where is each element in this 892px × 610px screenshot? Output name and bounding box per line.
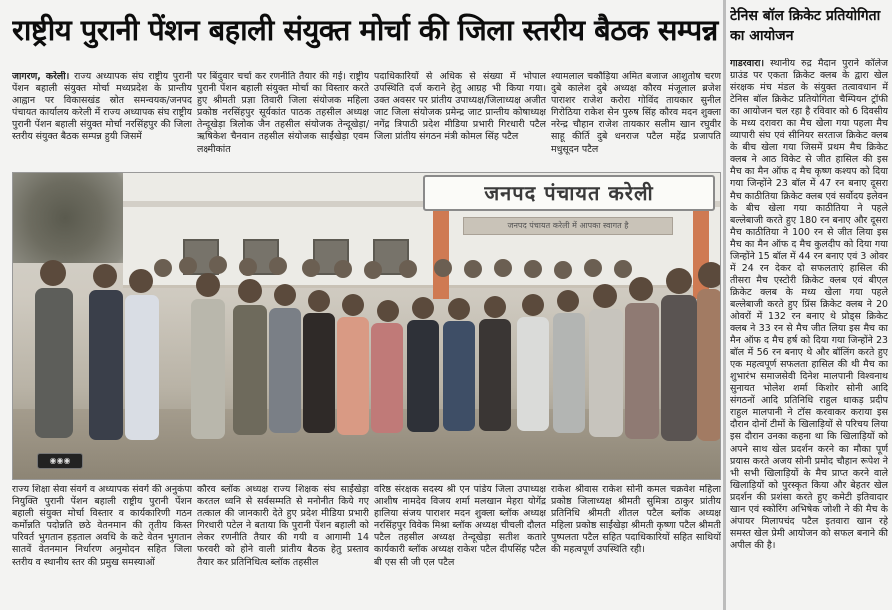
group-photo: [12, 172, 721, 480]
side-article-headline: टेनिस बॉल क्रिकेट प्रतियोगिता का आयोजन: [730, 8, 881, 44]
column-text: पदाधिकारियों से अधिक से संख्या में भोपाल उपस्थिति दर्ज कराने हेतु आग्रह भी किया गया। उक्त अवसर पर प्रांतीय उपाध्यक्ष/जिलाध्यक्ष अजीत जाट जिला संयोजक प्रमेन्द्र जाट प्रान्तीय कोषाध्यक्ष नगेंद्र त्रिपाठी प्रदेश मीडिया प्रभारी गिरधारी पटैल जिला प्रांतीय संगठन मंत्री कोमल सिंह पटैल: [374, 71, 546, 143]
photo-badge: ◉◉◉: [37, 453, 83, 469]
side-article-body: [730, 58, 888, 606]
article-column-bottom-4: [551, 484, 721, 604]
main-headline: राष्ट्रीय पुरानी पेंशन बहाली संयुक्त मोर्चा की जिला स्तरीय बैठक सम्पन्न: [12, 13, 718, 47]
article-column-top-3: [374, 71, 546, 171]
article-column-top-2: [197, 71, 369, 171]
article-column-bottom-2: [197, 484, 369, 604]
column-divider: [723, 0, 726, 610]
dateline: जागरण, करेली।: [12, 71, 70, 82]
side-dateline: गाडरवारा।: [730, 58, 765, 69]
column-text: राज्य अध्यापक संघ राष्ट्रीय पुरानी पेंशन बहाली संयुक्त मोर्चा मध्यप्रदेश के प्रान्तीय आह्वान पर विकासखंड स्रोत समन्वयक/जनपद पंचायत कार्यालय करेली में राज्य अध्यापक संघ राष्ट्रीय पुरानी पेंशन बहाली संयुक्त मोर्चा नरसिंहपुर की जिला स्तरीय संयुक्त बैठक सम्पन्न हुयी जिसमें: [12, 71, 192, 143]
article-column-top-4: [551, 71, 721, 171]
person-figures: [35, 256, 721, 441]
side-body-text: स्थानीय रुद्र मैदान पुराने कॉलेज ग्राउंड पर एकता क्रिकेट क्लब के द्वारा खेल संरक्षक मंच मंडल के संयुक्त तत्वावधान में टेनिस बॉल क्रिकेट प्रतियोगिता चैम्पियन ट्रॉफी का आयोजन चल रहा है रविवार को 6 दिवसीय के मध्य दरावरा का मैच खेला गया पहला मैच व्यापारी संघ एवं सीनियर सरताज क्रिकेट क्लब के बीच खेला गया जिसमें प्रथम मैच क्रिकेट क्लब ने आठ विकेट से जीत हासिल की इस मैच का मैन ऑफ द मैच कृष्ण कश्यप को दिया गया जिन्होंने 23 बॉल में 47 रन बनाए दूसरा मैच काठीतिया क्रिकेट क्लब एवं सर्वोदय इलेवन के बीच खेला गया काठीतिया ने पहले बल्लेबाजी करते हुए 180 रन बनाए और दूसरा मैच काठीतिया ने 100 रन से जीत लिया इस मैच का मैन ऑफ द मैच कुलदीप को दिया गया जिन्होंने 15 बॉल में 44 रन बनाए एवं 3 ओवर में 24 रन देकर दो सफलताएं हासिल की तीसरा मैच एस्टोरी क्रिकेट क्लब एवं बीएल क्रिकेट क्लब के मध्य खेला गया पहले बल्लेबाजी करते हुए प्रिंस क्रिकेट क्लब ने 20 ओवरों में 132 रन बनाए थे प्रोड्स क्रिकेट क्लब ने 33 रन से मैच जीत लिया इस मैच का मैन ऑफ द मैच हर्ष को दिया गया जिन्होंने 23 बॉल में 56 रन बनाए थे और बॉलिंग करते हुए एक महत्वपूर्ण सफलता हासिल की थी मैच का शुभारंभ समाजसेवी दिनेश मालपानी विश्वनाथ सुनायत भोलेश शर्मा किशोर सोनी आदि संगठनों आदि प्रतिनिधि राहुल धाकड़ प्रदीप राहुल मालपानी ने टॉस करवाकर कराया इस दौरान दोनों टीमों के खिलाड़ियों से परिचय लिया इस दौरान उनका कहना था कि खिलाड़ियों को अपने साथ खेल प्रदर्शन करने का मौका पूर्ण प्रयास करते अजय सोनी प्रमोद चौहान रूपेश ने भी सभी खिलाड़ियों के मैच प्राप्त करने वाले खिलाड़ियों को पुरस्कृत किया और बेहतर खेल प्रदर्शन की प्रशंसा करते हुए कमेटी इतिवादार खान एवं स्कोरिंग अभिषेक जोशी ने की मैच के अंपायर मिलापचंद पटैल इतवारा खान रहे समस्त खेल प्रेमी आयोजन को सफल बनाने की अपील की है।: [730, 58, 888, 551]
column-text: कौरव ब्लॉक अध्यक्ष राज्य शिक्षक संघ साईंखेड़ा करतल ध्वनि से सर्वसम्मति से मनोनीत किये गए तत्काल की जानकारी देते हुए प्रदेश मीडिया प्रभारी गिरधारी पटेल ने बताया कि पुरानी पेंशन बहाली को लेकर रणनीति तैयार की गयी व आगामी 14 फरवरी को होने वाली प्रांतीय बैठक हेतु प्रस्ताव तैयार कर प्रतिनिधित्व ब्लॉक तहसील: [197, 484, 369, 568]
column-text: श्यामलाल चकौड़िया अमित बजाज आशुतोष चरण दुबे कालेश दुबे अध्यक्ष कौरव मंजूलाल ब्रजेश पाराशर राजेश करोरा गोविंद तायकार सुनील गिरोठिया राकेश सेन पुरुष सिंह कौरव मदन शुक्ला नरेन्द्र चौहान राजेश तायकार सलीम खान रघुवीर साहू कीर्ति दुबे धनराज पटैल महेंद्र प्रजापति मधुसूदन पटैल: [551, 71, 721, 155]
column-text: पर बिंदुवार चर्चा कर रणनीति तैयार की गई। राष्ट्रीय पुरानी पेंशन बहाली संयुक्त मोर्चा का विस्तार करते हुए श्रीमती प्रज्ञा तिवारी जिला संयोजक महिला प्रकोष्ठ नरसिंहपुर सूर्यकांत पाठक तहसील अध्यक्ष तेन्दूखेड़ा त्रिलोक जैन तहसील संयोजक तेन्दूखेड़ा/ऋषिकेश चैनवान तहसील संयोजक साईंखेड़ा एवम लक्ष्मीकांत: [197, 71, 369, 155]
group-of-people: [13, 173, 721, 480]
article-column-bottom-1: [12, 484, 192, 604]
column-text: राकेश श्रीवास राकेश सोनी कमल चक्रवेश महिला प्रकोष्ठ जिलाध्यक्ष श्रीमती सुमित्रा ठाकुर प्रांतीय प्रतिनिधि श्रीमती शीतल पटैल ब्लॉक अध्यक्ष महिला प्रकोष्ठ साईंखेड़ा श्रीमती कृष्णा पटैल श्रीमती पुष्पलता पटैल सहित पदाधिकारियों सहित साथियों की महत्वपूर्ण उपस्थिति रही।: [551, 484, 721, 556]
article-column-top-1: [12, 71, 192, 171]
welcome-banner: जनपद पंचायत करेली में आपका स्वागत है: [463, 217, 673, 235]
column-text: राज्य शिक्षा सेवा संवर्ग व अध्यापक संवर्ग की अनुकंपा नियुक्ति पुरानी पेंशन बहाली राष्ट्रीय पुरानी पेंशन बहाली संयुक्त मोर्चा विस्तार व कार्यकारिणी गठन कर्मोन्नति पदोन्नति छठे वेतनमान की तृतीय किस्त परिवर्त भुगतान हड़ताल अवधि के कटे वेतन भुगतान सातवें वेतनमान निर्धारण अनुमोदन सहित जिला स्तरीय व स्थानीय स्तर की प्रमुख समस्याओं: [12, 484, 192, 568]
column-text: वरिष्ठ संरक्षक सदस्य श्री एन पांडेय जिला उपाध्यक्ष आशीष नामदेव विजय शर्मा मलखान मेहरा योगेंद्र हालिया संजय पाराशर मदन शुक्ला ब्लॉक अध्यक्ष नरसिंहपुर विवेक मिश्रा ब्लॉक अध्यक्ष चीचली दौलत पटैल तहसील अध्यक्ष तेन्दूखेड़ा सतीश कतारे कार्यकारी ब्लॉक अध्यक्ष राकेश पटैल दीपसिंह पटैल बी एस सी जी एल पटैल: [374, 484, 546, 568]
article-column-bottom-3: [374, 484, 546, 604]
office-signboard: जनपद पंचायत करेली: [423, 175, 715, 211]
